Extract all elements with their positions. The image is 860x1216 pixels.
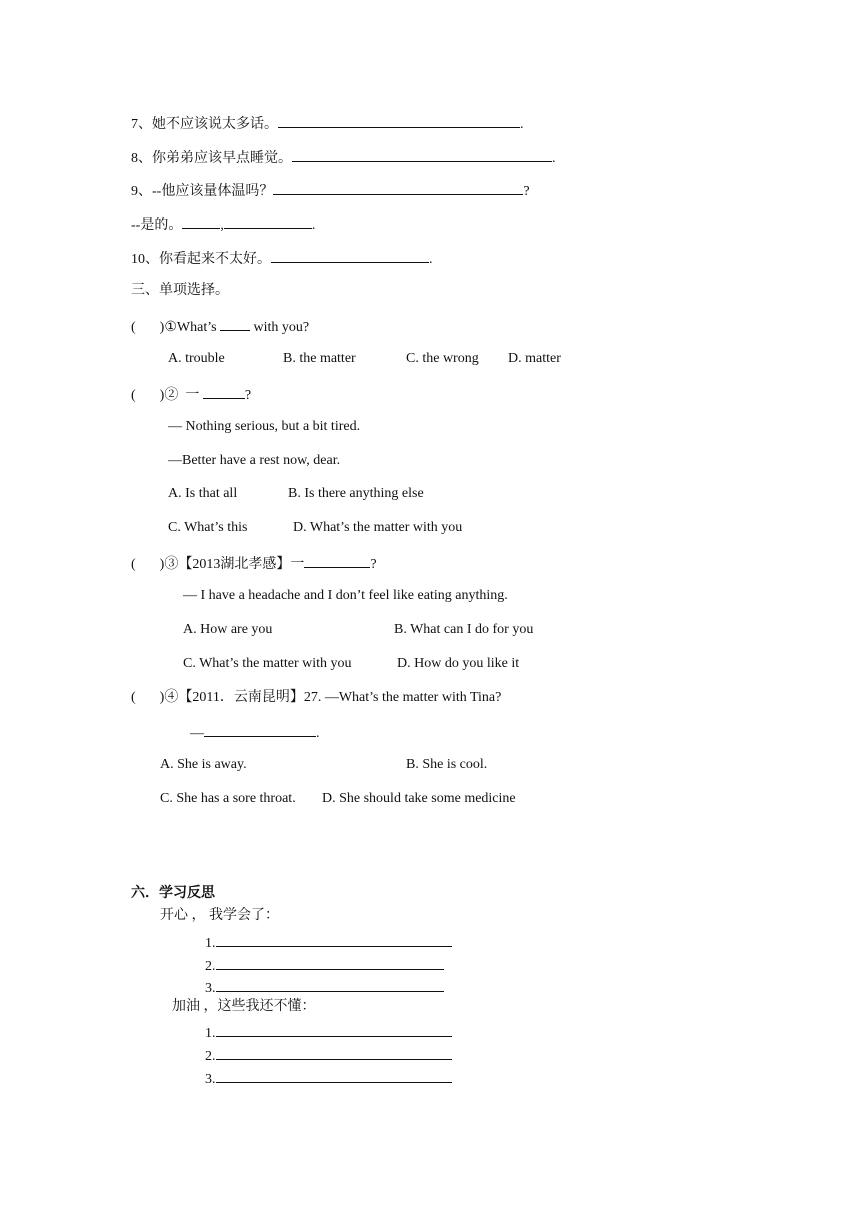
reflection-unclear-item-3: 3.	[205, 1068, 452, 1089]
mc-question-1: ( )①What’s with you?	[131, 316, 309, 337]
answer-blank[interactable]	[273, 180, 523, 195]
section-6-title: 六．学习反思	[131, 885, 215, 901]
question-10: 10、你看起来不太好。 .	[131, 248, 433, 269]
mc-question-4: ( )④【2011．云南昆明】27. —What’s the matter with Tina?	[131, 690, 502, 705]
reflection-learned-item-3: 3.	[205, 977, 444, 998]
section-3-title: 三、单项选择。	[131, 283, 229, 298]
reflection-unclear-item-2: 2.	[205, 1045, 452, 1066]
option-d: D. How do you like it	[397, 656, 520, 671]
dialog-line: — I have a headache and I don’t feel like eating anything.	[183, 588, 508, 603]
answer-blank[interactable]	[182, 214, 220, 229]
option-b: B. She is cool.	[406, 757, 488, 772]
option-a: A. She is away.	[160, 757, 247, 772]
option-c: C. She has a sore throat.	[160, 791, 296, 806]
answer-blank[interactable]	[278, 113, 520, 128]
option-c: C. What’s this	[168, 520, 248, 535]
option-c: C. the wrong	[406, 351, 479, 366]
dialog-line: —Better have a rest now, dear.	[168, 453, 341, 468]
option-d: D. matter	[508, 351, 561, 366]
answer-blank[interactable]	[220, 316, 250, 331]
question-8: 8、你弟弟应该早点睡觉。 .	[131, 147, 556, 168]
answer-blank[interactable]	[271, 248, 429, 263]
question-9-answer: --是的。 , .	[131, 214, 315, 235]
answer-blank[interactable]	[204, 722, 316, 737]
reflection-unclear-label: 加油 ，这些我还不懂：	[172, 999, 316, 1014]
option-b: B. What can I do for you	[394, 622, 534, 637]
option-b: B. the matter	[283, 351, 356, 366]
answer-line: — .	[190, 722, 320, 743]
question-9: 9、--他应该量体温吗？ ?	[131, 180, 530, 201]
answer-blank[interactable]	[216, 955, 444, 970]
option-a: A. How are you	[183, 622, 273, 637]
option-d: D. What’s the matter with you	[293, 520, 463, 535]
answer-blank[interactable]	[216, 932, 452, 947]
reflection-learned-item-2: 2.	[205, 955, 444, 976]
option-c: C. What’s the matter with you	[183, 656, 352, 671]
option-a: A. trouble	[168, 351, 225, 366]
answer-blank[interactable]	[224, 214, 312, 229]
reflection-unclear-item-1: 1.	[205, 1022, 452, 1043]
option-b: B. Is there anything else	[288, 486, 424, 501]
answer-blank[interactable]	[292, 147, 552, 162]
answer-blank[interactable]	[216, 977, 444, 992]
option-a: A. Is that all	[168, 486, 238, 501]
reflection-learned-label: 开心 ， 我学会了：	[160, 908, 279, 923]
question-7: 7、她不应该说太多话。 .	[131, 113, 524, 134]
option-d: D. She should take some medicine	[322, 791, 516, 806]
dialog-line: — Nothing serious, but a bit tired.	[168, 419, 361, 434]
answer-blank[interactable]	[216, 1022, 452, 1037]
mc-question-2: ( )② 一 ?	[131, 384, 251, 405]
mc-question-3: ( )③【2013湖北孝感】一 ?	[131, 553, 377, 574]
reflection-learned-item-1: 1.	[205, 932, 452, 953]
answer-blank[interactable]	[216, 1068, 452, 1083]
answer-blank[interactable]	[203, 384, 245, 399]
answer-blank[interactable]	[216, 1045, 452, 1060]
answer-blank[interactable]	[304, 553, 370, 568]
